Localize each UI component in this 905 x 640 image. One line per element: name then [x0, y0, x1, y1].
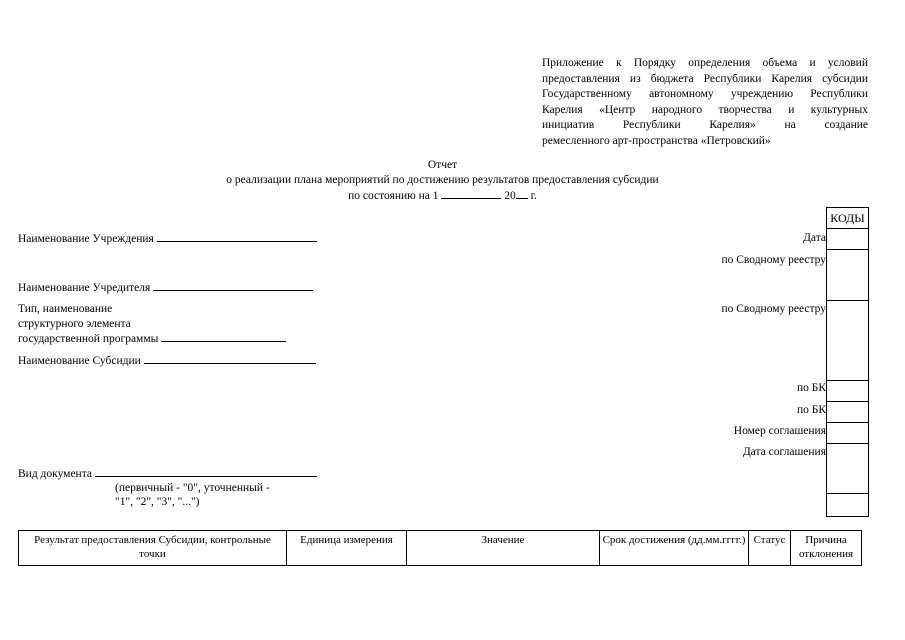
appendix-line: инициатив Республики Карелия» на создание: [542, 119, 868, 132]
col-deadline: Срок достижения (дд.мм.гггг.): [600, 531, 749, 566]
codes-header: КОДЫ: [827, 208, 868, 229]
subsidy-label: Наименование Субсидии: [18, 355, 141, 367]
agreement-date-label: Дата соглашения: [742, 446, 826, 458]
doc-type-row: [18, 466, 317, 481]
bk-code-cell[interactable]: [827, 402, 868, 423]
bk-code-label: по БК: [796, 404, 826, 416]
report-title: Отчет: [427, 159, 458, 171]
bk-code-label: по БК: [796, 382, 826, 394]
program-field[interactable]: [161, 331, 286, 342]
date-year-field[interactable]: [516, 188, 528, 199]
institution-field[interactable]: [157, 231, 317, 242]
appendix-line: ремесленного арт-пространства «Петровский»: [542, 134, 771, 147]
doc-type-code-cell[interactable]: [827, 494, 868, 517]
report-subtitle: о реализации плана мероприятий по достижению результатов предоставления субсидии: [226, 174, 659, 186]
doc-type-hint-2: "1", "2", "3", "..."): [115, 496, 200, 508]
appendix-line: предоставления из бюджета Республики Карелия субсидии: [542, 72, 868, 85]
col-unit: Единица измерения: [287, 531, 407, 566]
agreement-number-cell[interactable]: [827, 423, 868, 444]
program-label-1: Тип, наименование: [18, 303, 113, 315]
registry-code-label: по Сводному реестру: [721, 303, 826, 315]
program-label-2: структурного элемента: [18, 318, 131, 330]
institution-label: Наименование Учреждения: [18, 233, 154, 245]
appendix-note: [542, 56, 868, 150]
appendix-line: Государственному автономному учреждению Республики: [542, 88, 868, 101]
agreement-number-label: Номер соглашения: [733, 425, 826, 437]
agreement-date-cell[interactable]: [827, 444, 868, 494]
institution-row: [18, 231, 317, 246]
date-suffix: г.: [530, 190, 537, 202]
doc-type-field[interactable]: [95, 466, 317, 477]
date-code-label: Дата: [803, 232, 826, 244]
registry-code-cell[interactable]: [827, 250, 868, 301]
subsidy-field[interactable]: [144, 353, 316, 364]
date-prefix: по состоянию на 1: [348, 190, 439, 202]
col-result: Результат предоставления Субсидии, контрольные точки: [19, 531, 287, 566]
founder-field[interactable]: [153, 280, 313, 291]
appendix-line: Карелия «Центр народного творчества и культурных: [542, 103, 868, 116]
table-header-row: [19, 531, 862, 566]
appendix-line: Приложение к Порядку определения объема и условий: [542, 57, 868, 69]
doc-type-label: Вид документа: [18, 468, 92, 480]
date-year-prefix: 20: [504, 190, 516, 202]
subsidy-row: [18, 353, 316, 368]
codes-box: [826, 207, 869, 517]
col-reason: Причина отклонения: [791, 531, 862, 566]
program-registry-code-cell[interactable]: [827, 301, 868, 381]
col-value: Значение: [407, 531, 600, 566]
report-date-line: [150, 188, 735, 204]
date-month-field[interactable]: [441, 188, 501, 199]
founder-label: Наименование Учредителя: [18, 282, 151, 294]
results-table: [18, 530, 862, 566]
founder-row: [18, 280, 313, 295]
registry-code-label: по Сводному реестру: [721, 254, 826, 266]
date-code-cell[interactable]: [827, 229, 868, 250]
col-status: Статус: [749, 531, 791, 566]
bk-code-cell[interactable]: [827, 381, 868, 402]
program-row: [18, 331, 286, 346]
program-label-3: государственной программы: [18, 333, 159, 345]
doc-type-hint-1: (первичный - "0", уточненный -: [115, 482, 270, 494]
